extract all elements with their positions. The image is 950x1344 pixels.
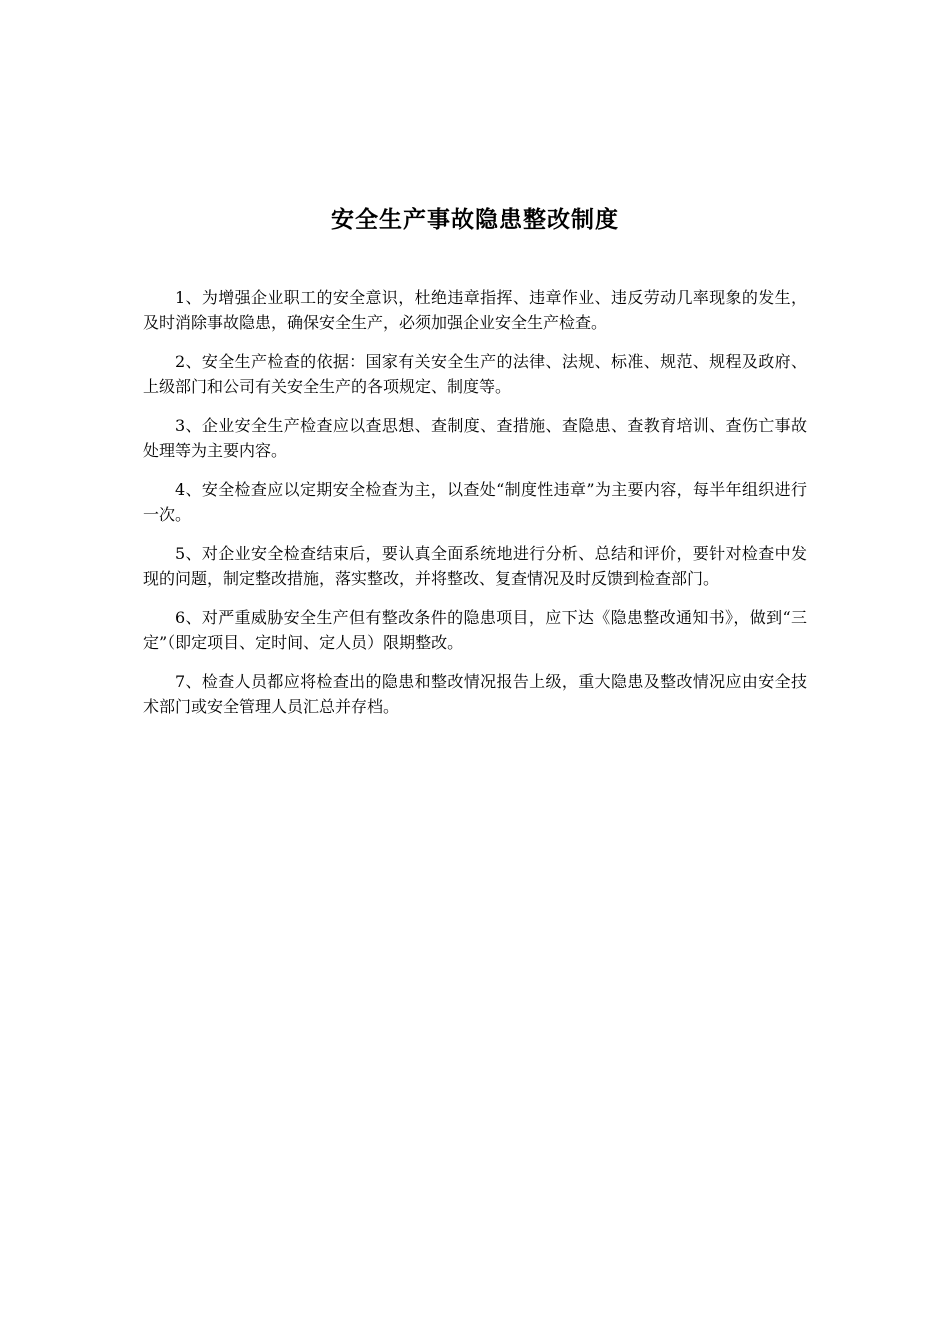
document-title: 安全生产事故隐患整改制度 — [331, 207, 619, 233]
paragraph-6: 6、对严重威胁安全生产但有整改条件的隐患项目，应下达《隐患整改通知书》，做到“三定”（即定项目、定时间、定人员）限期整改。 — [143, 608, 807, 652]
paragraph-1: 1、为增强企业职工的安全意识，杜绝违章指挥、违章作业、违反劳动几率现象的发生，及时消除事故隐患，确保安全生产，必须加强企业安全生产检查。 — [143, 288, 807, 332]
paragraph-5: 5、对企业安全检查结束后，要认真全面系统地进行分析、总结和评价，要针对检查中发现的问题，制定整改措施，落实整改，并将整改、复查情况及时反馈到检查部门。 — [143, 544, 807, 588]
paragraph-4: 4、安全检查应以定期安全检查为主，以查处“制度性违章”为主要内容，每半年组织进行一次。 — [143, 480, 807, 524]
paragraph-3: 3、企业安全生产检查应以查思想、查制度、查措施、查隐患、查教育培训、查伤亡事故处理等为主要内容。 — [143, 416, 807, 460]
paragraph-7: 7、检查人员都应将检查出的隐患和整改情况报告上级，重大隐患及整改情况应由安全技术部门或安全管理人员汇总并存档。 — [143, 672, 807, 716]
paragraph-2: 2、安全生产检查的依据：国家有关安全生产的法律、法规、标准、规范、规程及政府、上级部门和公司有关安全生产的各项规定、制度等。 — [143, 352, 807, 396]
document-body — [143, 285, 807, 733]
